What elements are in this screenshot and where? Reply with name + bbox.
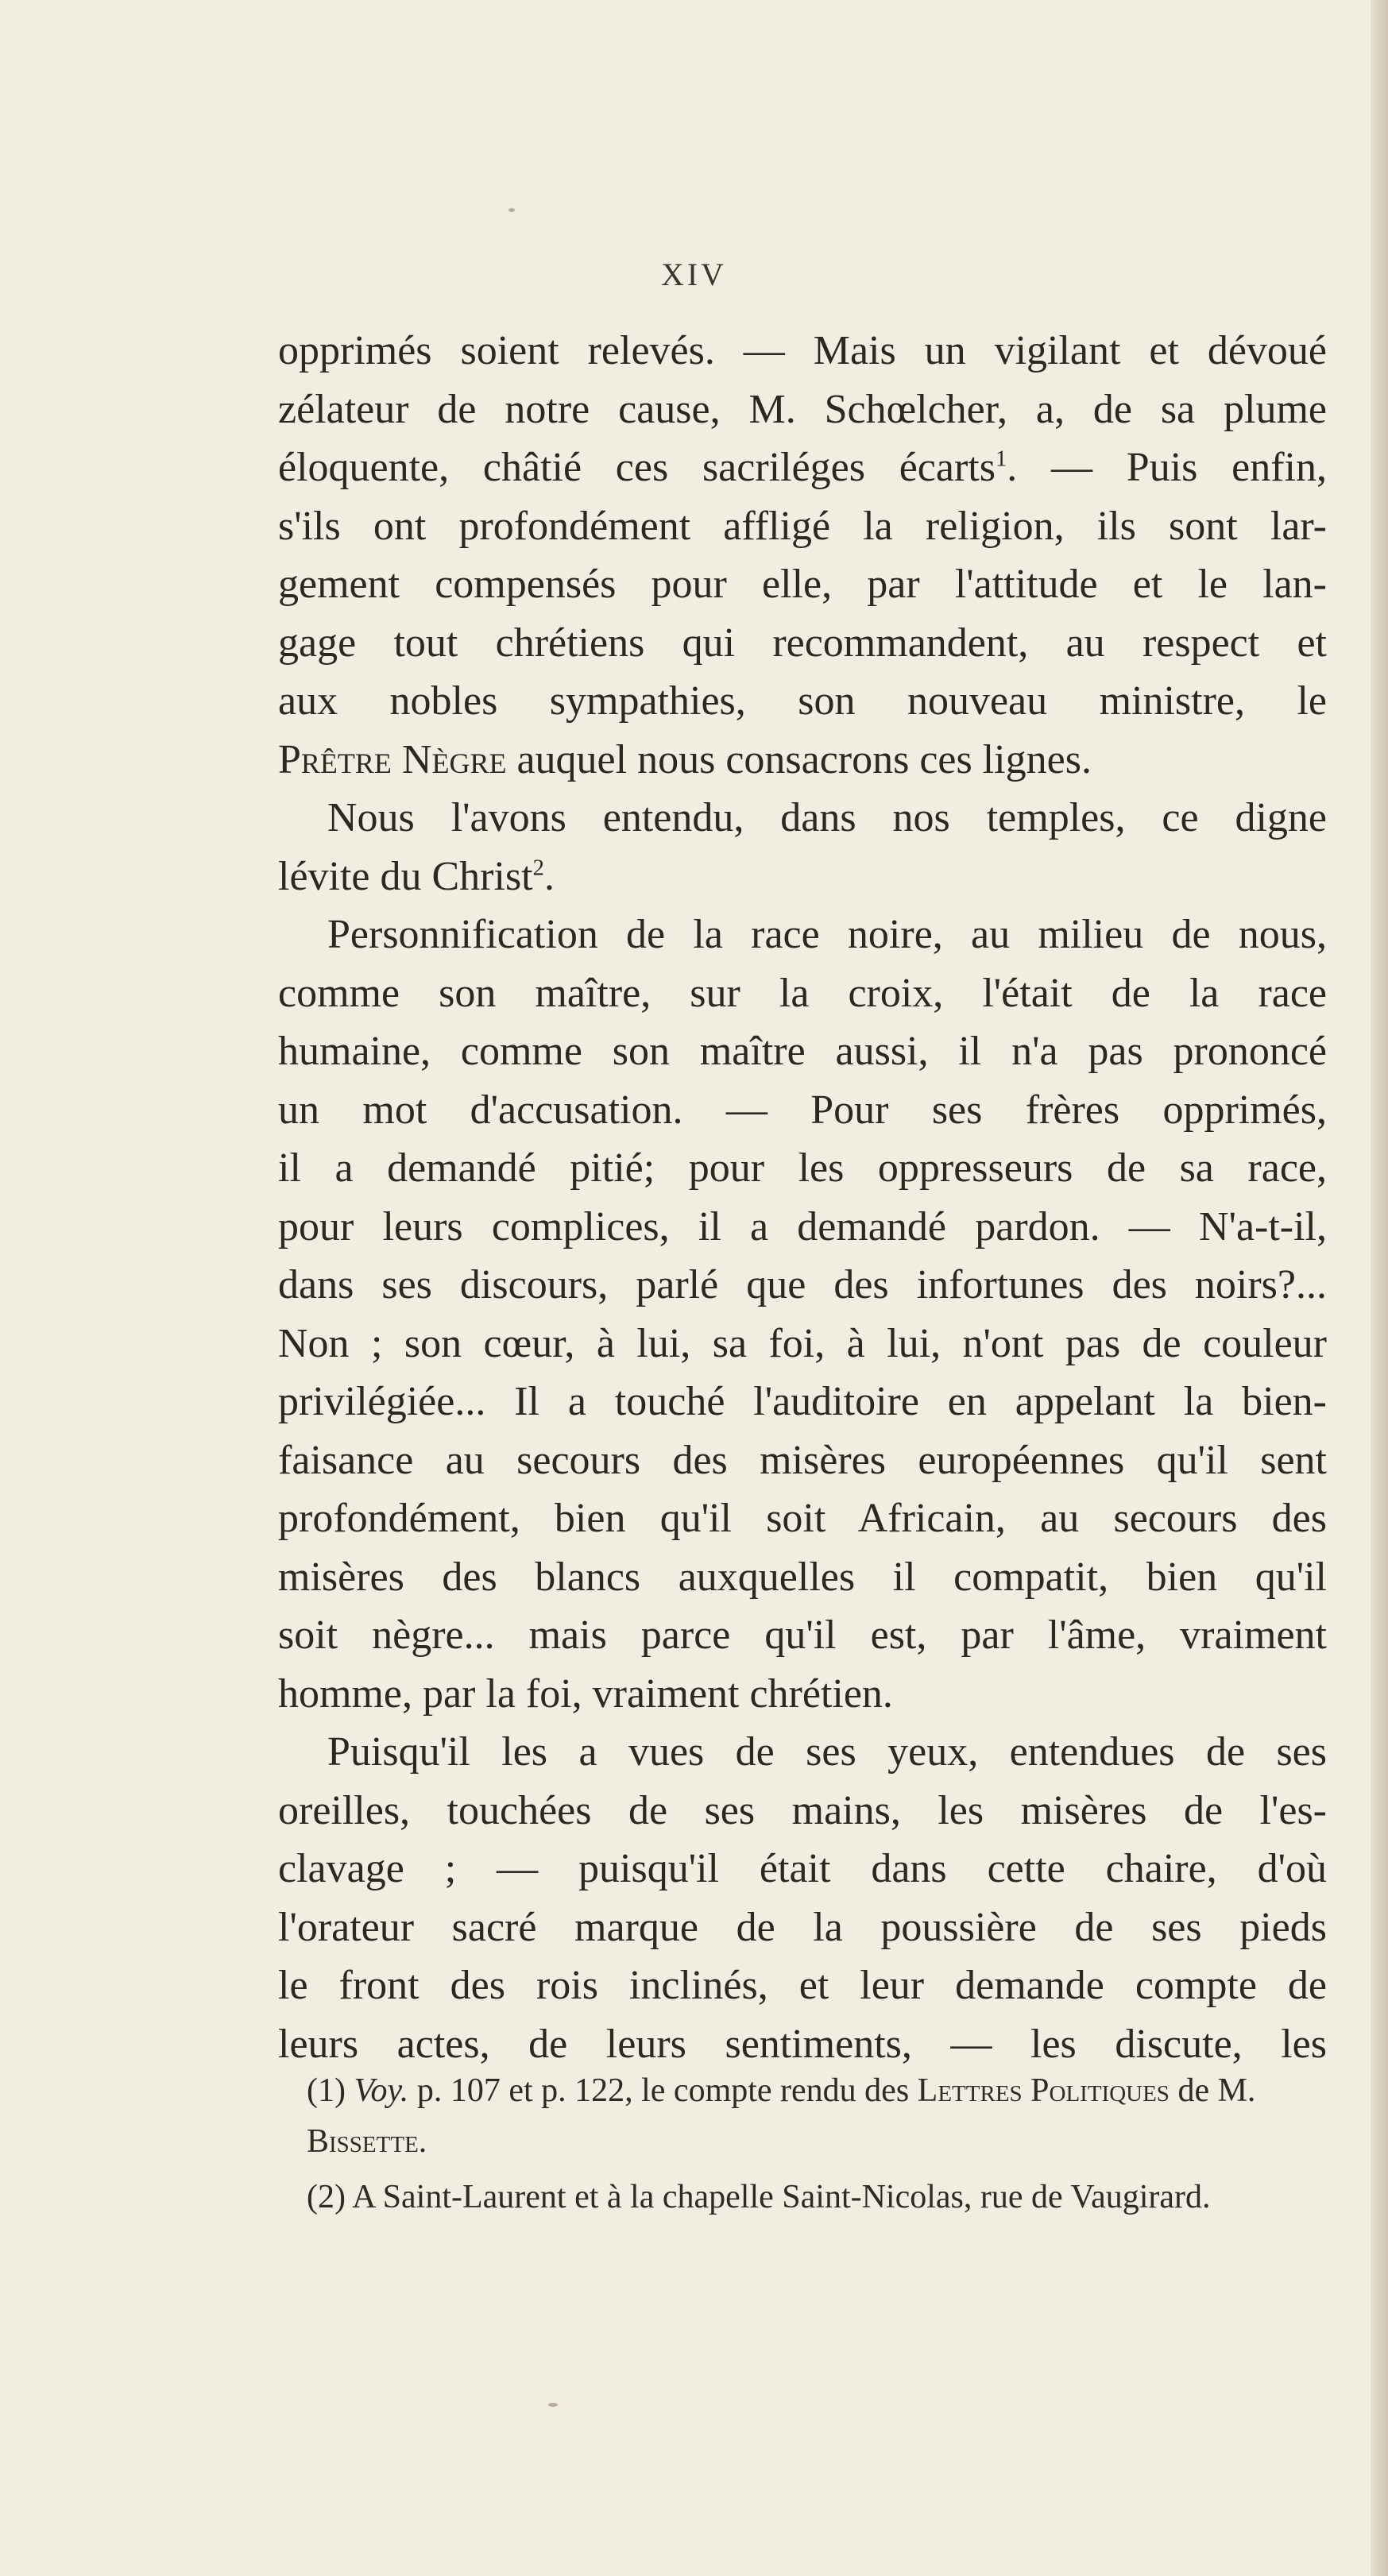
text-line: un mot d'accusation. — Pour ses frères opprimés, xyxy=(278,1087,1327,1133)
text-line xyxy=(278,731,1327,790)
text-line: comme son maître, sur la croix, l'était de la race xyxy=(278,970,1327,1016)
text-line: il a demandé pitié; pour les oppresseurs de sa race, xyxy=(278,1145,1327,1191)
text-line: Non ; son cœur, à lui, sa foi, à lui, n'ont pas de couleur xyxy=(278,1320,1327,1366)
text-fragment: . xyxy=(543,853,555,899)
body-text xyxy=(278,322,1327,2073)
footnote-ref-1: 1 xyxy=(995,446,1007,472)
footnote-text: de M. xyxy=(1177,2072,1256,2109)
text-line: Personnification de la race noire, au milieu de nous, xyxy=(327,912,1327,957)
footnotes xyxy=(278,2065,1327,2223)
text-line: gage tout chrétiens qui recommandent, au respect et xyxy=(278,620,1327,666)
text-fragment: lévite du Christ xyxy=(278,853,533,899)
text-line: zélateur de notre cause, M. Schœlcher, a, de sa plume xyxy=(278,386,1327,432)
footnote-mark: (1) xyxy=(307,2072,346,2109)
text-line: l'orateur sacré marque de la poussière de ses pieds xyxy=(278,1904,1327,1950)
text-fragment: auquel nous consacrons ces lignes. xyxy=(516,736,1092,782)
footnote-mark: (2) xyxy=(307,2179,346,2215)
text-line: privilégiée... Il a touché l'auditoire en appelant la bien- xyxy=(278,1379,1327,1424)
text-fragment: éloquente, châtié ces sacriléges écarts xyxy=(278,445,996,490)
footnote-2 xyxy=(278,2172,1327,2223)
footnote-ref-2: 2 xyxy=(532,855,544,881)
text-line xyxy=(278,848,1327,906)
paper-speck xyxy=(548,2403,558,2407)
text-fragment: . — Puis enfin, xyxy=(1007,445,1327,490)
text-line: pour leurs complices, il a demandé pardon. — N'a-t-il, xyxy=(278,1203,1327,1249)
pretre-negre-title: Prêtre Nègre xyxy=(278,736,507,782)
footnote-1 xyxy=(278,2065,1327,2167)
text-line: leurs actes, de leurs sentiments, — les discute, les xyxy=(278,2021,1327,2067)
text-line: clavage ; — puisqu'il était dans cette chaire, d'où xyxy=(278,1846,1327,1891)
footnote-title: Lettres Politiques xyxy=(917,2072,1170,2109)
text-line: aux nobles sympathies, son nouveau ministre, le xyxy=(278,678,1327,724)
text-line: gement compensés pour elle, par l'attitude et le lan- xyxy=(278,562,1327,607)
text-line: oreilles, touchées de ses mains, les misères de l'es- xyxy=(278,1787,1327,1833)
text-line: Puisqu'il les a vues de ses yeux, entendues de ses xyxy=(327,1729,1327,1775)
footnote-author: Bissette. xyxy=(307,2123,427,2160)
text-line: faisance au secours des misères européennes qu'il sent xyxy=(278,1437,1327,1483)
text-line: soit nègre... mais parce qu'il est, par l'âme, vraiment xyxy=(278,1612,1327,1658)
text-line: homme, par la foi, vraiment chrétien. xyxy=(278,1670,893,1717)
text-line: misères des blancs auxquelles il compatit, bien qu'il xyxy=(278,1554,1327,1600)
page-number: XIV xyxy=(660,257,728,292)
paper-speck xyxy=(508,208,515,212)
text-line: Nous l'avons entendu, dans nos temples, ce digne xyxy=(327,795,1327,840)
footnote-voy: Voy. xyxy=(354,2072,409,2109)
footnote-text: p. 107 et p. 122, le compte rendu des xyxy=(416,2072,910,2109)
text-line: dans ses discours, parlé que des infortunes des noirs?... xyxy=(278,1262,1327,1307)
footnote-text: A Saint-Laurent et à la chapelle Saint-Nicolas, rue de Vaugirard. xyxy=(352,2179,1211,2215)
text-line xyxy=(278,438,1327,497)
page-edge-shadow xyxy=(1371,0,1388,2576)
text-line: s'ils ont profondément affligé la religion, ils sont lar- xyxy=(278,503,1327,549)
text-line: humaine, comme son maître aussi, il n'a pas prononcé xyxy=(278,1029,1327,1074)
text-line: le front des rois inclinés, et leur demande compte de xyxy=(278,1963,1327,2008)
text-line: profondément, bien qu'il soit Africain, au secours des xyxy=(278,1496,1327,1541)
text-line: opprimés soient relevés. — Mais un vigilant et dévoué xyxy=(278,328,1327,373)
